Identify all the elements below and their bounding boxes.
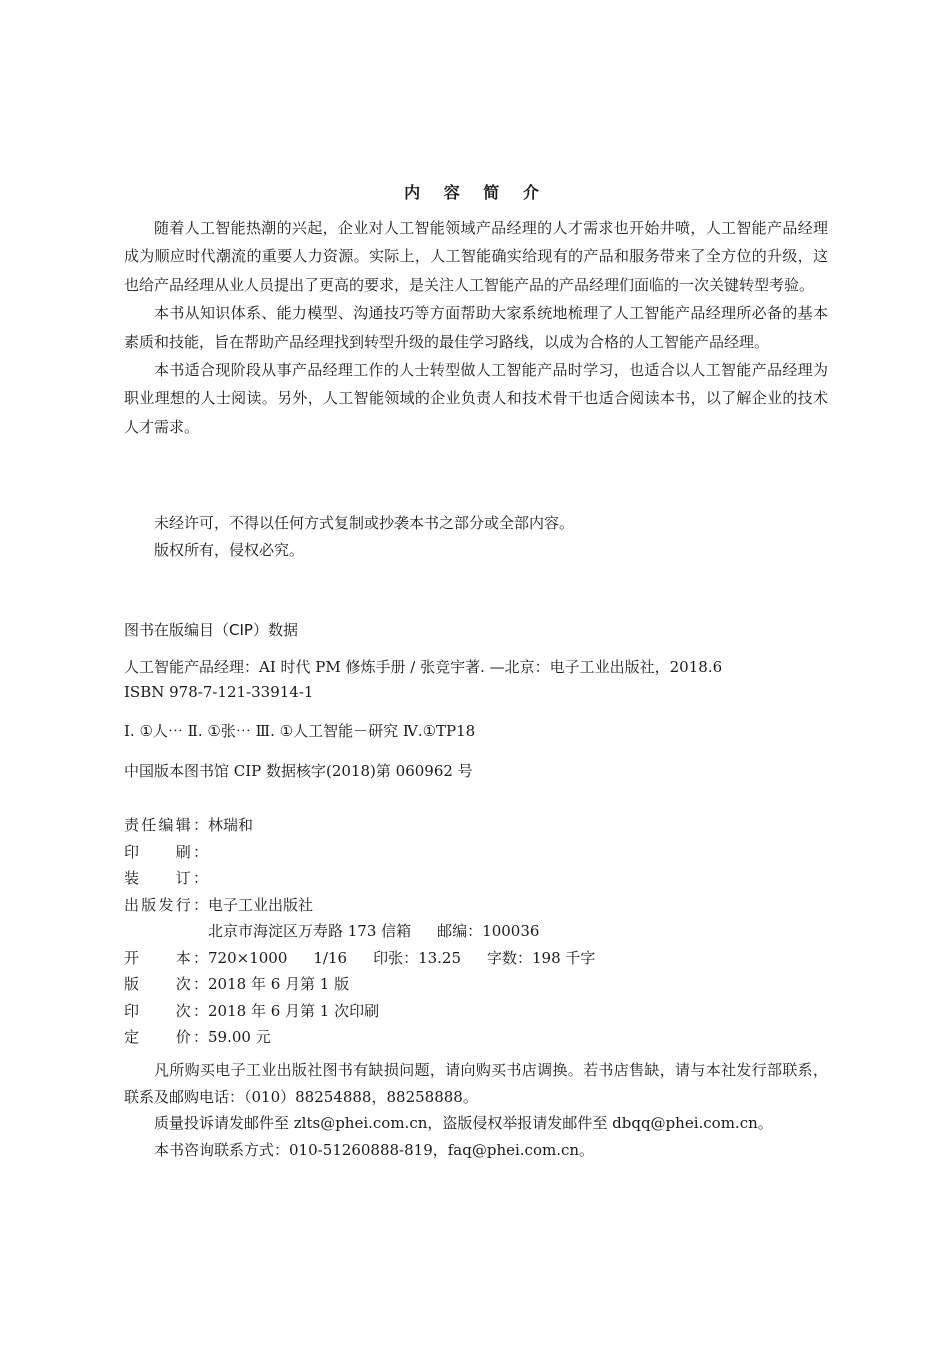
credit-row-address bbox=[124, 918, 828, 945]
print-sheets: 印张：13.25 bbox=[373, 948, 462, 967]
footer-paragraph: 本书咨询联系方式：010-51260888-819，faq@phei.com.cn。 bbox=[154, 1140, 595, 1159]
credit-row-editor bbox=[124, 812, 828, 839]
cip-library-number: 中国版本图书馆 CIP 数据核字(2018)第 060962 号 bbox=[124, 762, 473, 780]
cip-heading: 图书在版编目（CIP）数据 bbox=[124, 621, 298, 639]
credit-label: 定 价： bbox=[124, 1028, 208, 1046]
credits-table bbox=[124, 812, 828, 1051]
intro-body bbox=[124, 214, 828, 441]
intro-paragraph: 本书适合现阶段从事产品经理工作的人士转型做人工智能产品时学习，也适合以人工智能产品经理为职业理想的人士阅读。另外，人工智能领域的企业负责人和技术骨干也适合阅读本书，以了解企业的技术人才需求。 bbox=[124, 361, 828, 436]
credit-label: 印 刷： bbox=[124, 842, 208, 861]
copyright-notice bbox=[124, 510, 828, 564]
credit-row-impression bbox=[124, 998, 828, 1025]
format-fold: 1/16 bbox=[313, 948, 348, 967]
credit-label: 版 次： bbox=[124, 975, 208, 993]
credit-label: 出版发行： bbox=[124, 895, 208, 914]
credit-row-edition bbox=[124, 971, 828, 998]
credit-row-binder bbox=[124, 865, 828, 892]
footer-paragraph: 凡所购买电子工业出版社图书有缺损问题，请向购买书店调换。若书店售缺，请与本社发行部联系，联系及邮购电话：（010）88254888，88258888。 bbox=[124, 1061, 828, 1106]
format-size: 720×1000 bbox=[208, 948, 288, 967]
credit-label: 开 本： bbox=[124, 948, 208, 967]
credit-value: 电子工业出版社 bbox=[208, 895, 314, 914]
credit-value: 林瑞和 bbox=[208, 816, 254, 834]
credit-label: 责任编辑： bbox=[124, 816, 208, 834]
credit-label: 印 次： bbox=[124, 1001, 208, 1020]
footer-paragraph: 质量投诉请发邮件至 zlts@phei.com.cn，盗版侵权举报请发邮件至 dbqq@phei.com.cn。 bbox=[154, 1114, 773, 1132]
cip-record: 人工智能产品经理：AI 时代 PM 修炼手册 / 张竞宇著. —北京：电子工业出版社，2018.6 bbox=[124, 658, 723, 676]
cip-isbn: ISBN 978-7-121-33914-1 bbox=[124, 683, 314, 701]
notice-line: 未经许可，不得以任何方式复制或抄袭本书之部分或全部内容。 bbox=[154, 514, 575, 532]
intro-title: 内 容 简 介 bbox=[404, 183, 548, 202]
credit-row-publisher bbox=[124, 892, 828, 919]
credit-label: 装 订： bbox=[124, 869, 208, 887]
credit-row-printer bbox=[124, 839, 828, 866]
footer-notes bbox=[124, 1057, 828, 1163]
word-count: 字数：198 千字 bbox=[487, 948, 596, 967]
publisher-address: 北京市海淀区万寿路 173 信箱 bbox=[208, 922, 412, 940]
publisher-postcode: 邮编：100036 bbox=[437, 922, 540, 940]
notice-line: 版权所有，侵权必究。 bbox=[154, 541, 305, 559]
intro-paragraph: 本书从知识体系、能力模型、沟通技巧等方面帮助大家系统地梳理了人工智能产品经理所必备的基本素质和技能，旨在帮助产品经理找到转型升级的最佳学习路线，以成为合格的人工智能产品经理。 bbox=[124, 304, 828, 351]
credit-value: 2018 年 6 月第 1 次印刷 bbox=[208, 1001, 380, 1020]
credit-value: 59.00 元 bbox=[208, 1028, 271, 1046]
credit-row-price bbox=[124, 1024, 828, 1051]
cip-classification: Ⅰ. ①人⋯ Ⅱ. ①张⋯ Ⅲ. ①人工智能－研究 Ⅳ.①TP18 bbox=[124, 722, 476, 740]
credit-value: 2018 年 6 月第 1 版 bbox=[208, 975, 350, 993]
intro-paragraph: 随着人工智能热潮的兴起，企业对人工智能领域产品经理的人才需求也开始井喷，人工智能产品经理成为顺应时代潮流的重要人力资源。实际上，人工智能确实给现有的产品和服务带来了全方位的升级，这也给产品经理从业人员提出了更高的要求，是关注人工智能产品的产品经理们面临的一次关键转型考验。 bbox=[124, 219, 828, 294]
credit-row-format bbox=[124, 945, 828, 972]
